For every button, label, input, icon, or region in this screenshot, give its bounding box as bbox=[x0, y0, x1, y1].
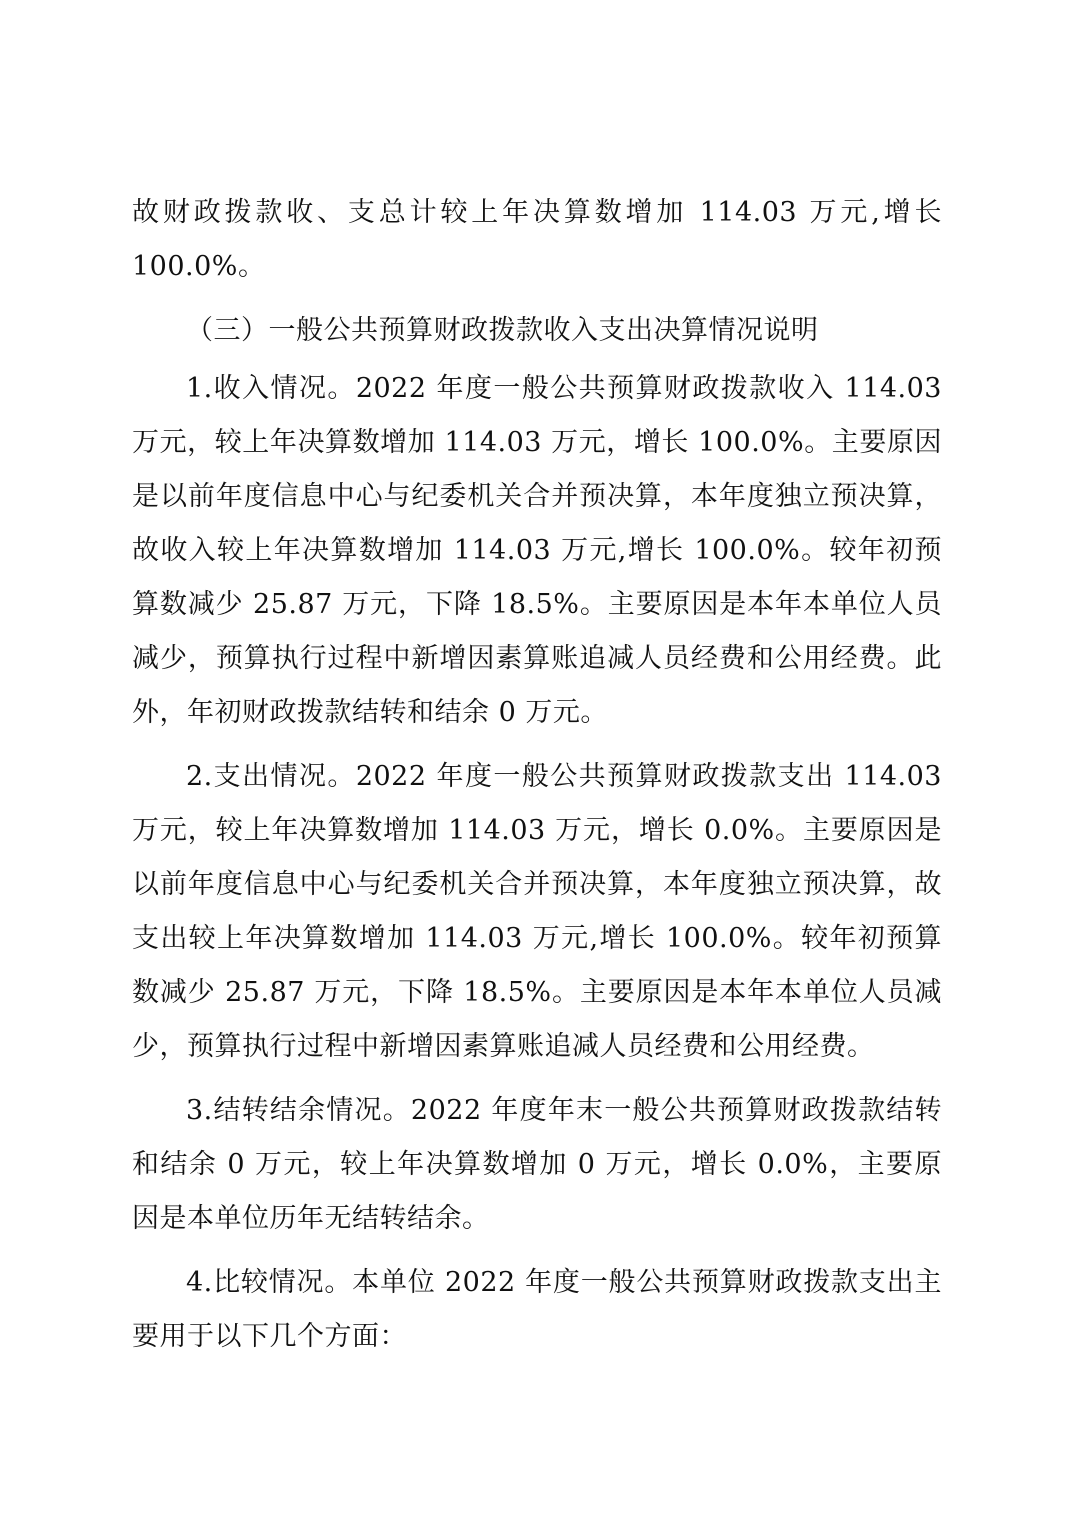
paragraph-comparison: 4.比较情况。本单位 2022 年度一般公共预算财政拨款支出主要用于以下几个方面： bbox=[132, 1267, 942, 1352]
paragraph-expenditure: 2.支出情况。2022 年度一般公共预算财政拨款支出 114.03 万元，较上年决算数增加 114.03 万元，增长 0.0%。主要原因是以前年度信息中心与纪委机关合并预决算，本年度独立预决算，故支出较上年决算数增加 114.03 万元,增长 100.0%。较年初预算数减少 25.87 万元，下降 18.5%。主要原因是本年本单位人员减少，预算执行过程中新增因素算账追减人员经费和公用经费。 bbox=[132, 761, 942, 1062]
paragraph-carryover: 3.结转结余情况。2022 年度年末一般公共预算财政拨款结转和结余 0 万元，较上年决算数增加 0 万元，增长 0.0%，主要原因是本单位历年无结转结余。 bbox=[132, 1095, 942, 1234]
paragraph-total-summary: 故财政拨款收、支总计较上年决算数增加 114.03 万元,增长 100.0%。 bbox=[132, 197, 942, 282]
paragraph-income: 1.收入情况。2022 年度一般公共预算财政拨款收入 114.03 万元，较上年决算数增加 114.03 万元，增长 100.0%。主要原因是以前年度信息中心与纪委机关合并预决算，本年度独立预决算，故收入较上年决算数增加 114.03 万元,增长 100.0%。较年初预算数减少 25.87 万元，下降 18.5%。主要原因是本年本单位人员减少，预算执行过程中新增因素算账追减人员经费和公用经费。此外，年初财政拨款结转和结余 0 万元。 bbox=[132, 373, 942, 728]
section-heading-3: （三）一般公共预算财政拨款收入支出决算情况说明 bbox=[186, 315, 819, 346]
document-body bbox=[132, 186, 942, 1374]
